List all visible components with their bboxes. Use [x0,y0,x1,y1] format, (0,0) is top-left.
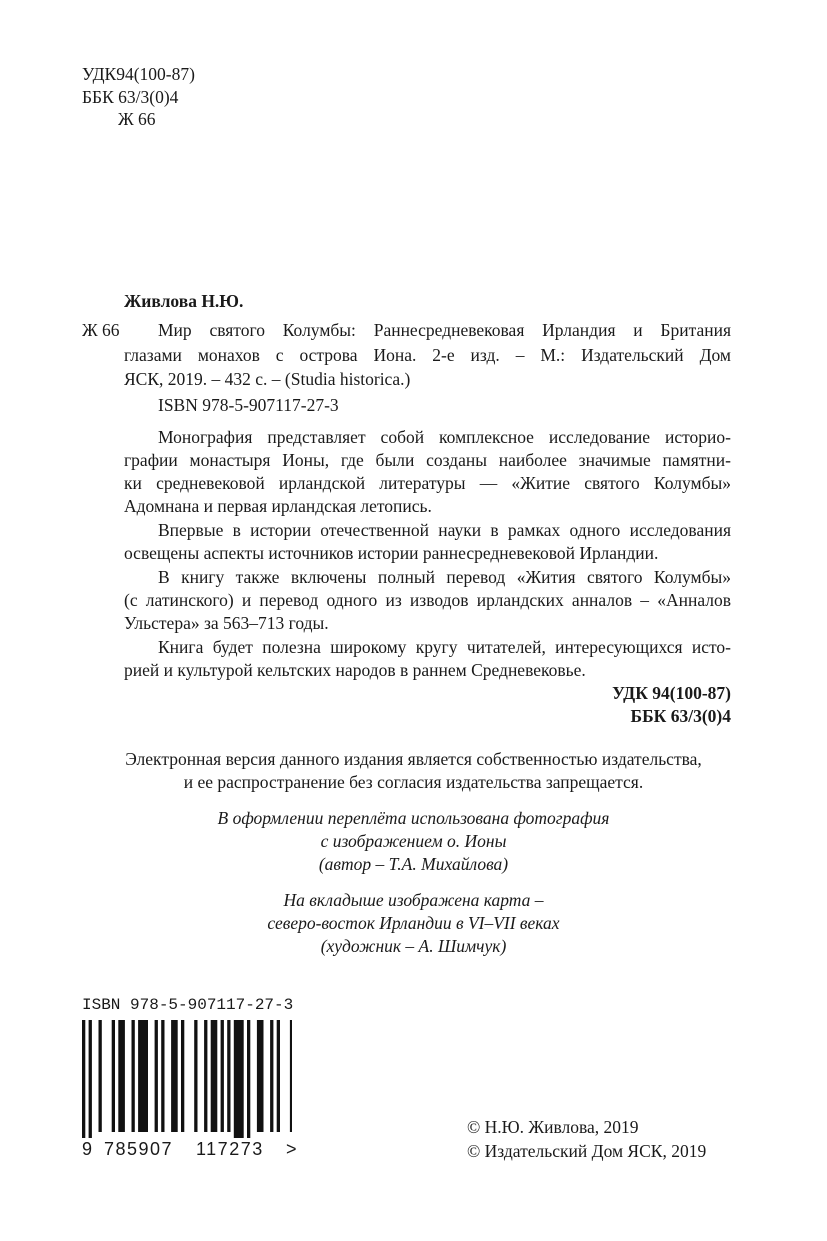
record-sign: Ж 66 [82,320,120,340]
bbk-code: ББК 63/3(0)4 [82,87,179,107]
author-sign: Ж 66 [118,109,156,129]
annotation-p4-line-1: Книга будет полезна широкому кругу читателей, интересующихся исто- [158,637,731,657]
cover-note-line-1: В оформлении переплёта использована фотография [217,808,610,828]
barcode-bar [221,1020,224,1132]
annotation-bbk: ББК 63/3(0)4 [630,706,731,726]
annotation-p4-line-2: рией и культурой кельтских народов в раннем Средневековье. [124,660,586,680]
barcode-bar [204,1020,207,1132]
barcode-digits-right: 117273 [196,1139,264,1159]
barcode-digits-left: 785907 [104,1139,174,1159]
annotation-p3-line-1: В книгу также включены полный перевод «Жития святого Колумбы» [158,567,731,587]
copyright-publisher: © Издательский Дом ЯСК, 2019 [467,1141,707,1161]
barcode-bar [247,1020,250,1138]
barcode-bar [99,1020,102,1132]
annotation-p3-line-3: Ульстера» за 563–713 годы. [124,613,329,633]
barcode-bar [211,1020,218,1132]
annotation-p1-line-4: Адомнана и первая ирландская летопись. [124,496,432,516]
barcode-bar [227,1020,230,1132]
barcode-bar [290,1020,292,1132]
record-title-line-1: Мир святого Колумбы: Раннесредневековая Ирландия и Британия [158,320,731,340]
record-author: Живлова Н.Ю. [124,291,244,311]
barcode-digit-first: 9 [82,1139,93,1159]
barcode-bar [171,1020,178,1132]
record-title-line-2: глазами монахов с острова Иона. 2-е изд. – М.: Издательский Дом [124,345,731,365]
barcode-bar [277,1020,280,1132]
annotation-p3-line-2: (с латинского) и перевод одного из изводов ирландских анналов – «Анналов [124,590,731,610]
annotation-p1-line-1: Монография представляет собой комплексное исследование историо- [158,427,731,447]
insert-note-line-3: (художник – А. Шимчук) [320,936,507,956]
annotation-p2-line-1: Впервые в истории отечественной науки в рамках одного исследования [158,520,731,540]
barcode-bar [82,1020,85,1138]
annotation-p1-line-2: графии монастыря Ионы, где были созданы наиболее значимые памятни- [124,450,731,470]
barcode-bar [132,1020,135,1132]
annotation-p2-line-2: освещены аспекты источников истории раннесредневековой Ирландии. [124,543,659,563]
cover-note-line-3: (автор – Т.А. Михайлова) [318,854,509,874]
cover-note-line-2: с изображением о. Ионы [320,831,507,851]
udk-code: УДК94(100-87) [82,64,195,84]
record-isbn: ISBN 978-5-907117-27-3 [158,395,339,415]
record-title-line-3: ЯСК, 2019. – 432 с. – (Studia historica.) [124,369,411,389]
electronic-notice-line-2: и ее распространение без согласия издательства запрещается. [183,772,644,792]
barcode-graphic [82,1020,292,1138]
annotation-udk: УДК 94(100-87) [612,683,731,703]
insert-note-line-1: На вкладыше изображена карта – [283,890,544,910]
barcode-bar [270,1020,273,1132]
barcode-isbn-text: ISBN 978-5-907117-27-3 [82,996,294,1014]
electronic-notice-line-1: Электронная версия данного издания является собственностью издательства, [125,749,702,769]
barcode-bar [257,1020,264,1132]
insert-note-line-2: северо-восток Ирландии в VI–VII веках [267,913,560,933]
barcode-bar [112,1020,115,1132]
annotation-p1-line-3: ки средневековой ирландской литературы — «Житие святого Колумбы» [124,473,731,493]
barcode-arrow: > [286,1139,297,1159]
barcode-bar [194,1020,197,1132]
copyright-author: © Н.Ю. Живлова, 2019 [467,1117,639,1137]
barcode-bar [181,1020,184,1132]
barcode-bar [161,1020,164,1132]
barcode-bar [118,1020,125,1132]
barcode-bar [234,1020,244,1138]
barcode-bar [89,1020,92,1138]
barcode-bar [138,1020,148,1132]
barcode-bar [155,1020,158,1132]
